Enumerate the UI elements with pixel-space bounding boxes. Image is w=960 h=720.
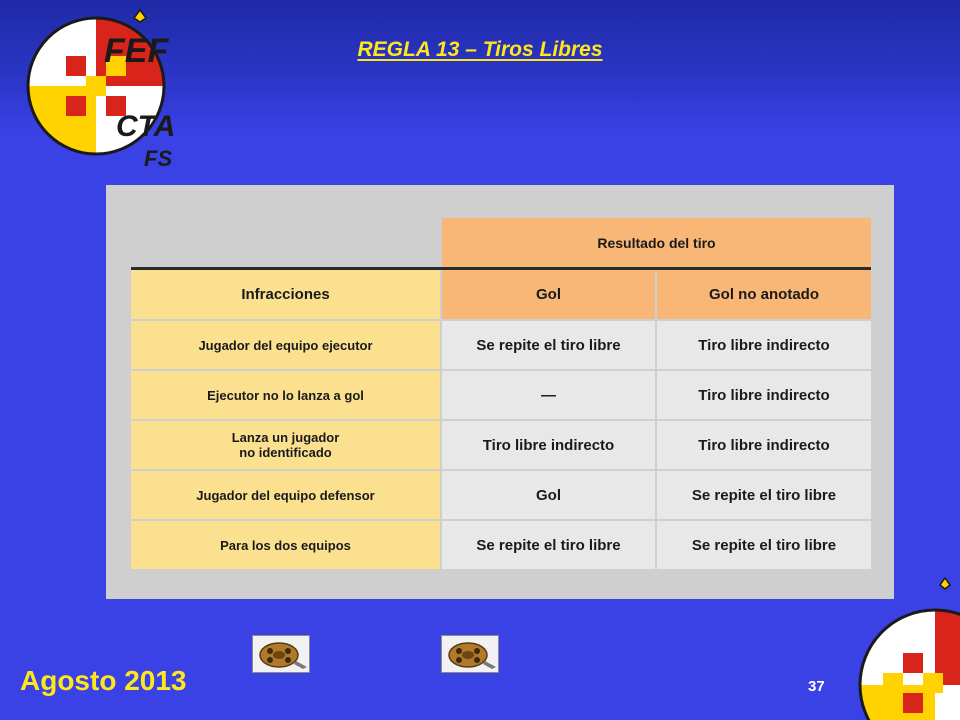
table-row <box>131 470 871 520</box>
footer-date: Agosto 2013 <box>20 665 187 696</box>
cell-gol-no-anotado: Tiro libre indirecto <box>656 370 871 420</box>
col-header-gol-no-anotado: Gol no anotado <box>656 269 871 321</box>
cell-gol-no-anotado: Tiro libre indirecto <box>656 420 871 470</box>
col-header-infracciones: Infracciones <box>131 269 441 321</box>
cell-gol-no-anotado: Se repite el tiro libre <box>656 520 871 570</box>
logo-text-cta: CTA <box>116 110 176 143</box>
cell-infraccion: Jugador del equipo defensor <box>131 470 441 520</box>
cell-gol: Se repite el tiro libre <box>441 520 656 570</box>
table-row <box>131 320 871 370</box>
table-group-header-row <box>131 218 871 269</box>
cell-infraccion: Jugador del equipo ejecutor <box>131 320 441 370</box>
table-row <box>131 520 871 570</box>
cell-gol-no-anotado: Tiro libre indirecto <box>656 320 871 370</box>
page-number: 37 <box>808 678 825 695</box>
group-header-resultado: Resultado del tiro <box>441 218 871 269</box>
table-corner-empty <box>131 218 441 269</box>
cell-infraccion: Para los dos equipos <box>131 520 441 570</box>
cell-gol: Tiro libre indirecto <box>441 420 656 470</box>
cell-gol: Gol <box>441 470 656 520</box>
logo-text-fs: FS <box>144 146 173 171</box>
tiros-libres-table <box>131 218 871 571</box>
film-reel-icon[interactable] <box>441 635 499 673</box>
cell-gol-no-anotado: Se repite el tiro libre <box>656 470 871 520</box>
cell-infraccion: Ejecutor no lo lanza a gol <box>131 370 441 420</box>
cell-infraccion: Lanza un jugador no identificado <box>131 420 441 470</box>
logo-text-fef: FEF <box>104 32 169 70</box>
table-header-row <box>131 269 871 321</box>
slide-title: REGLA 13 – Tiros Libres <box>357 38 603 61</box>
cell-gol: — <box>441 370 656 420</box>
rfef-logo-corner <box>845 575 960 720</box>
rfef-logo <box>4 4 204 179</box>
col-header-gol: Gol <box>441 269 656 321</box>
cell-gol: Se repite el tiro libre <box>441 320 656 370</box>
table-row <box>131 420 871 470</box>
table-row <box>131 370 871 420</box>
film-reel-icon[interactable] <box>252 635 310 673</box>
